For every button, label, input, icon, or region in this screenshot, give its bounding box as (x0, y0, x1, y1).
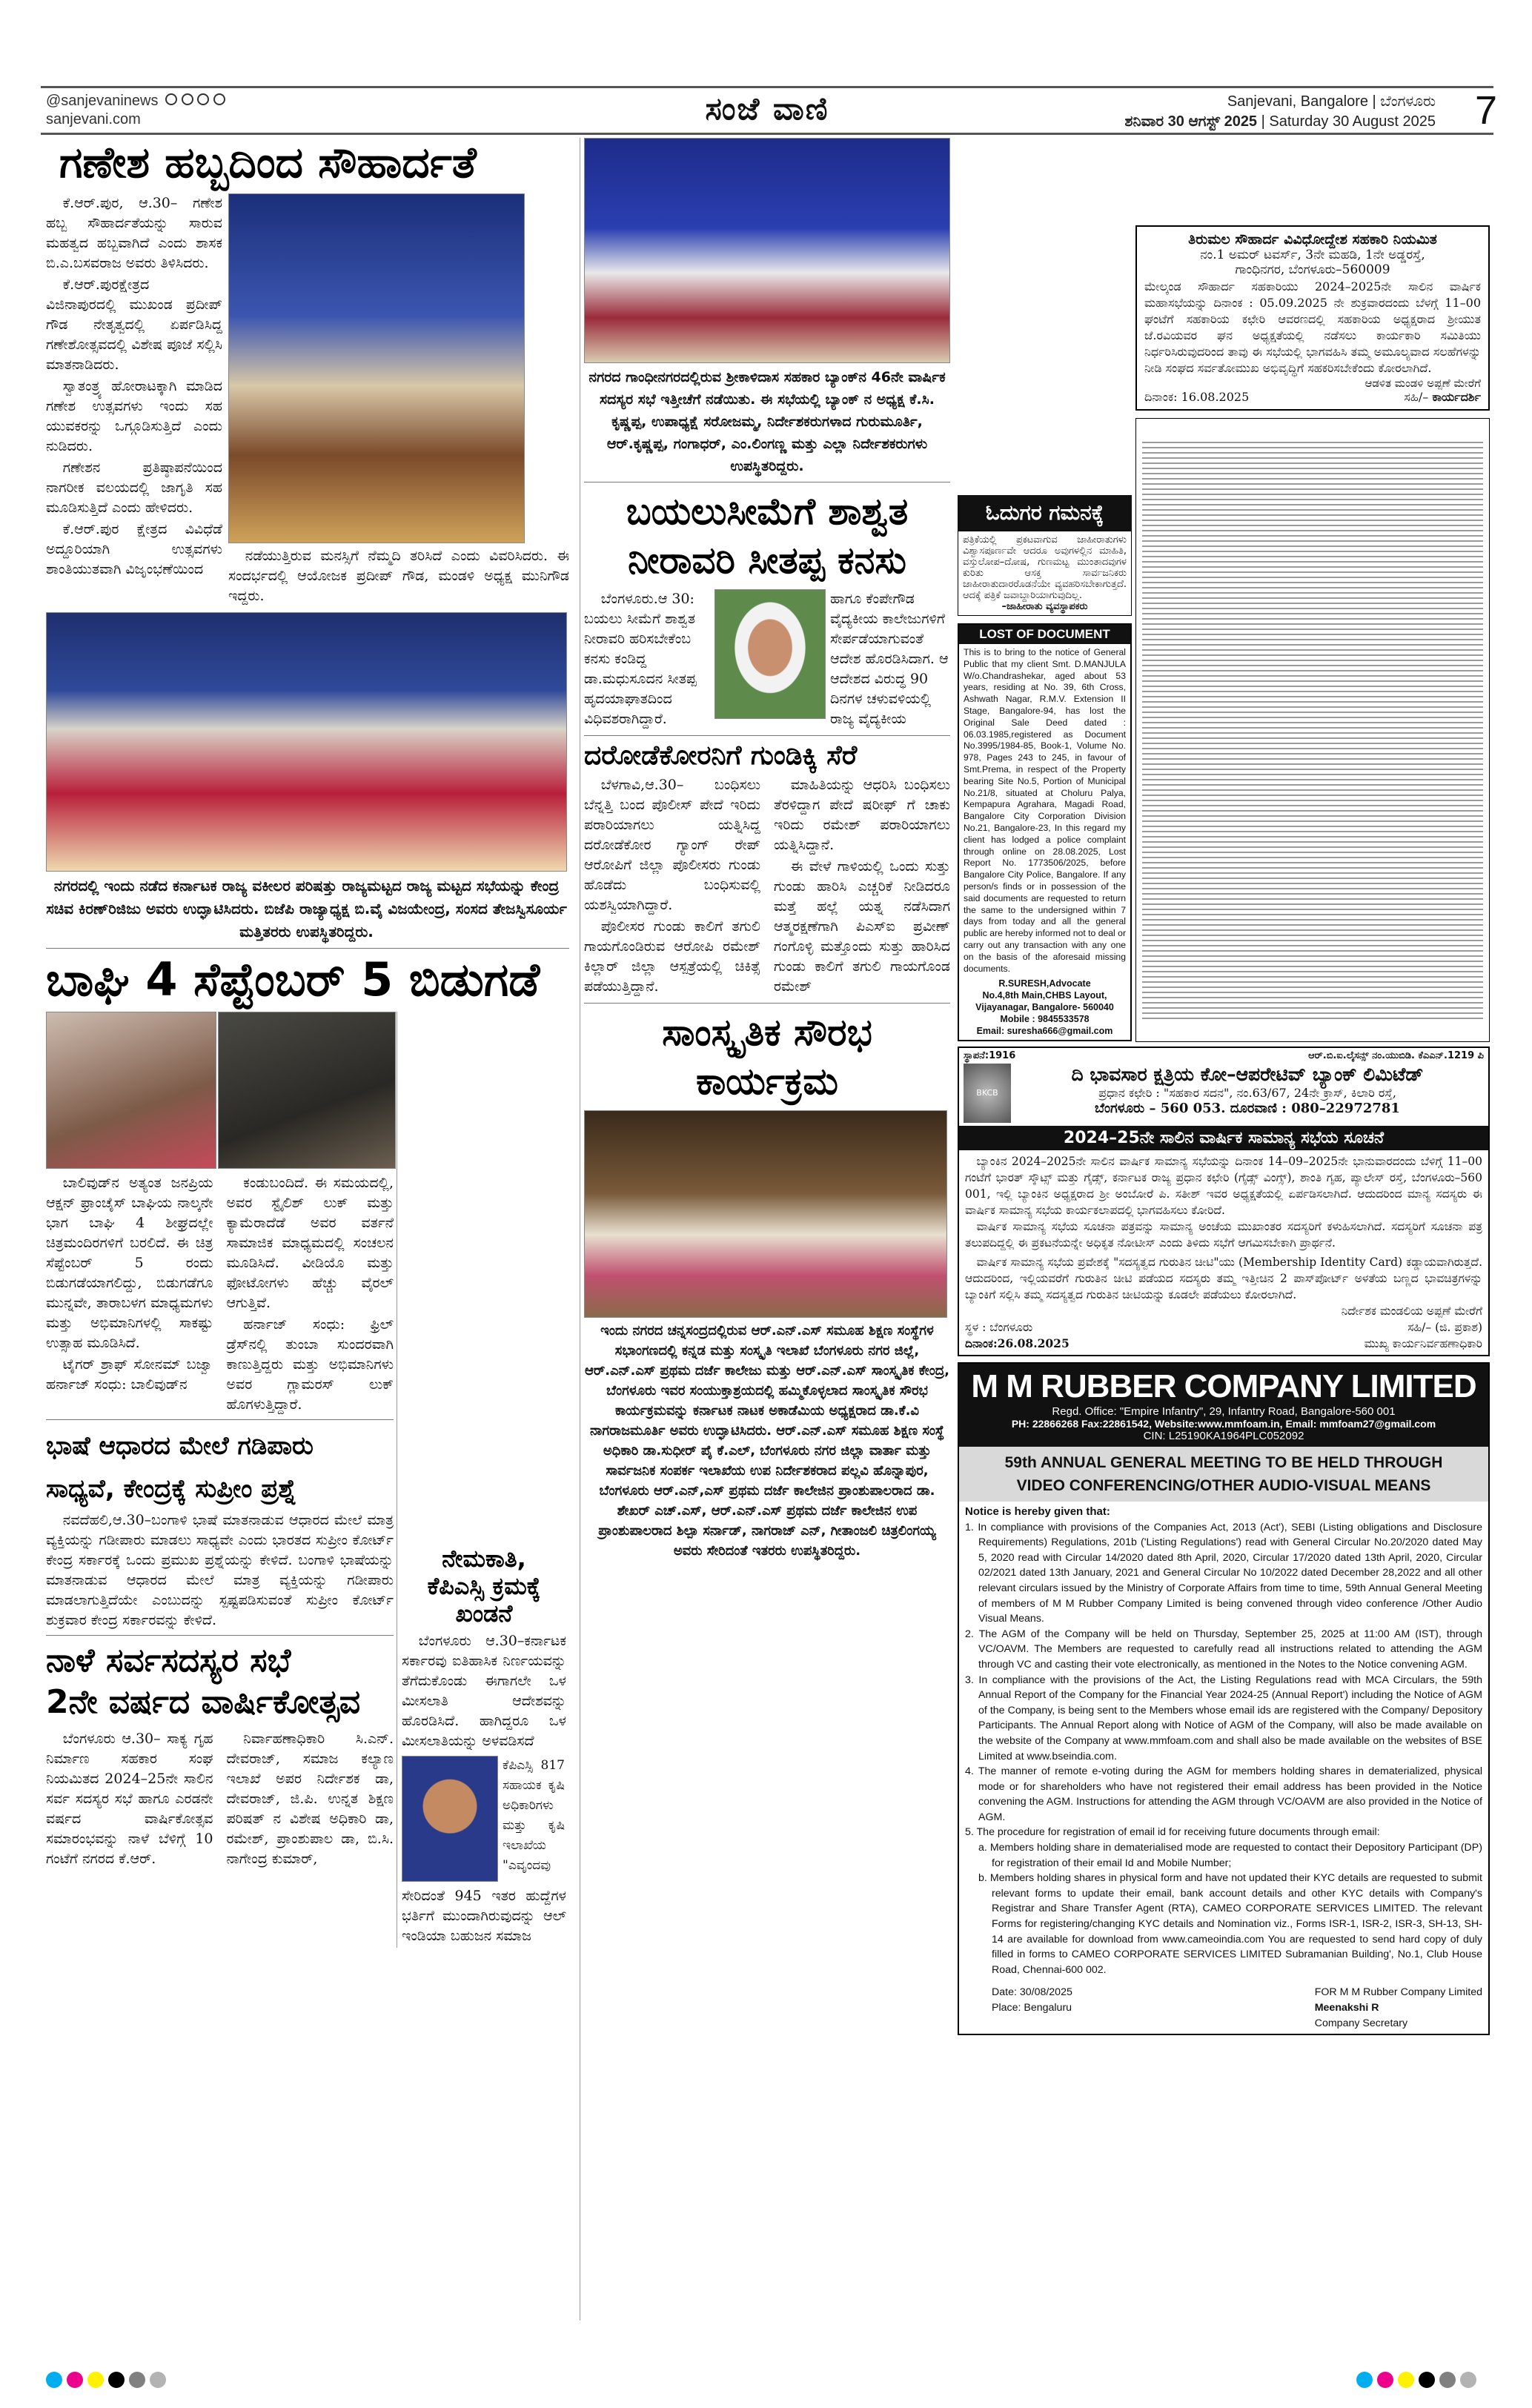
paragraph: ಈ ವೇಳೆ ಗಾಳಿಯಲ್ಲಿ ಒಂದು ಸುತ್ತು ಗುಂಡು ಹಾರಿಸಿ ಎಚ್ಚರಿಕೆ ನೀಡಿದರೂ ಮತ್ತೆ ಹಲ್ಲೆ ಯತ್ನ ನಡೆಸಿದಾಗ ಆತ್ಮರಕ್ಷಣೆಗಾಗಿ ಪಿಎಸ್‌ಐ ಪ್ರವೀಣ್ ಗಂಗೊಳ್ಳಿ ಮತ್ತೊಂದು ಸುತ್ತು ಹಾರಿಸಿದ ಗುಂಡು ಕಾಲಿಗೆ ತಗುಲಿ ಗಾಯಗೊಂಡ ರಮೇಶ್ (774, 858, 950, 995)
paragraph: ಕೆ.ಆರ್.ಪುರ, ಆ.30– ಗಣೇಶ ಹಬ್ಬ ಸೌಹಾರ್ದತೆಯನ್ನು ಸಾರುವ ಮಹತ್ವದ ಹಬ್ಬವಾಗಿದೆ ಎಂದು ಶಾಸಕ ಬಿ.ಎ.ಬಸವರಾಜ ಅವರು ತಿಳಿಸಿದರು. (46, 194, 222, 271)
bank-notice-designation: ಮುಖ್ಯ ಕಾರ್ಯನಿರ್ವಹಣಾಧಿಕಾರಿ (1364, 1337, 1482, 1350)
advocate-address: Vijayanagar, Bangalore- 560040 (975, 1002, 1114, 1013)
cyan-dot (1356, 2372, 1373, 2388)
kpsc-article-lead (402, 1631, 566, 1751)
left-column (46, 138, 569, 1948)
black-dot (1419, 2372, 1435, 2388)
registration-marks-left (46, 2372, 170, 2391)
paragraph: ವಾರ್ಷಿಕ ಸಾಮಾನ್ಯ ಸಭೆಯ ಪ್ರವೇಶಕ್ಕೆ "ಸದಸ್ಯತ್ವದ ಗುರುತಿನ ಚೀಟಿ"ಯು (Membership Identity Card) ಕಡ್ಡಾಯವಾಗಿರುತ್ತದೆ. ಆದುದರಿಂದ, ಇಲ್ಲಿಯವರೆಗೆ ಗುರುತಿನ ಚೀಟಿ ಪಡೆಯದ ಸದಸ್ಯರು ತಮ್ಮ ಇತ್ತೀಚಿನ 2 ಪಾಸ್‌ಪೋರ್ಟ್ ಅಳತೆಯ ಬಣ್ಣದ ಭಾವಚಿತ್ರಗಳನ್ನು ಬ್ಯಾಂಕಿಗೆ ಸಲ್ಲಿಸಿ ತಮ್ಮ ಸದಸ್ಯತ್ವದ ಗುರುತಿನ ಚೀಟಿಯನ್ನು ಕೂಡಲೇ ಪಡೆಯಲು ಕೋರಲಾಗಿದೆ. (965, 1256, 1482, 1301)
paragraph: ಸ್ವಾತಂತ್ರ್ಯ ಹೋರಾಟಕ್ಕಾಗಿ ಮಾಡಿದ ಗಣೇಶ ಉತ್ಸವಗಳು ಇಂದು ಸಹ ಯುವಕರನ್ನು ಒಗ್ಗೂಡಿಸುತ್ತಿದೆ ಎಂದು ನುಡಿದರು. (46, 377, 222, 454)
advocate-email[interactable]: Email: suresha666@gmail.com (976, 1026, 1113, 1037)
bank-address: ಬೆಂಗಳೂರು – 560 053. ದೂರವಾಣಿ : 080–22972781 (1095, 1101, 1400, 1116)
paragraph: ಮಾಹಿತಿಯನ್ನು ಆಧರಿಸಿ ಬಂಧಿಸಲು ತೆರಳಿದ್ದಾಗ ಪೇದೆ ಷರೀಫ್ ಗೆ ಚಾಕು ಇರಿದು ರಮೇಶ್ ಪರಾರಿಯಾಗಲು ಯತ್ನಿಸಿದ್ದಾನೆ. (774, 777, 950, 854)
notice-signed: ಸಹಿ/– (1404, 390, 1429, 404)
agm-housing-article-body (46, 1729, 394, 1871)
date-kannada: ಶನಿವಾರ 30 ಆಗಸ್ಟ್ 2025 (1124, 113, 1258, 130)
readers-note-title: ಓದುಗರ ಗಮನಕ್ಕೆ (958, 495, 1132, 531)
cyan-dot (46, 2372, 62, 2388)
right-column (958, 225, 1490, 2035)
gray-dot (129, 2372, 145, 2388)
thirumala-agm-notice (1135, 225, 1490, 411)
notice-title: ತಿರುಮಲ ಸೌಹಾರ್ದ ವಿವಿಧೋದ್ದೇಶ ಸಹಕಾರಿ ನಿಯಮಿತ (1188, 231, 1437, 248)
paragraph: ನವದೆಹಲಿ,ಆ.30–ಬಂಗಾಳಿ ಭಾಷೆ ಮಾತನಾಡುವ ಆಧಾರದ ಮೇಲೆ ಮಾತ್ರ ವ್ಯಕ್ತಿಯನ್ನು ಗಡೀಪಾರು ಮಾಡಲು ಸಾಧ್ಯವೇ ಎಂದು ಭಾರತದ ಸುಪ್ರೀಂ ಕೋರ್ಟ್ ಕೇಂದ್ರ ಸರ್ಕಾರಕ್ಕೆ ಒಂದು ಪ್ರಮುಖ ಪ್ರಶ್ನೆಯನ್ನು ಕೇಳಿದೆ. ಬಂಗಾಳಿ ಭಾಷೆಯನ್ನು ಮಾತನಾಡುವ ಆಧಾರದ ಮೇಲೆ ಮಾತ್ರ ವ್ಯಕ್ತಿಯನ್ನು ಗಡೀಪಾರು ಮಾಡಲಾಗುತ್ತಿದೆಯೇ ಎಂಬುದನ್ನು ಸ್ಪಷ್ಟಪಡಿಸುವಂತೆ ಸುಪ್ರೀಂ ಕೋರ್ಟ್ ಶುಕ್ರವಾರ ಕೇಂದ್ರ ಸರ್ಕಾರವನ್ನು ಕೇಳಿದೆ. (46, 1511, 394, 1628)
cultural-event-photo (584, 1110, 947, 1318)
agm-housing-headline (46, 1640, 394, 1723)
notice-sub-item: a. Members holding share in dematerialised mode are requested to contact their Depository Participant (DP) for registration of their email Id and Mobile Number; (978, 1842, 1482, 1869)
bank-notice-signed: ಸಹಿ/– (ಜಿ. ಪ್ರಕಾಶ) (1407, 1321, 1482, 1334)
notice-item: 3. In compliance with the provisions of the Act, the Listing Regulations read with MCA Circulars, the 59th Annual Report of the Company for the Financial Year 2024-25 (Annual Report') including the Notice of AGM of the Company, is being sent to the Members whose email ids are registered with the Company/ Depository Participants. The Annual Report along with Notice of AGM of the Company, will also be made available on the website of the Company at www.mmfoam.com and shall also be made available on the websites of BSE Limited at www.bseindia.com. (965, 1674, 1482, 1762)
paragraph: ಹರ್ನಾಜ್ ಸಂಧು: ಫ್ರಿಲ್ ಡ್ರೆಸ್‌ನಲ್ಲಿ ತುಂಬಾ ಸುಂದರವಾಗಿ ಕಾಣುತ್ತಿದ್ದರು ಮತ್ತು ಅಭಿಮಾನಿಗಳು ಅವರ ಗ್ಲಾಮರಸ್ ಲುಕ್ ಹೊಗಳುತ್ತಿದ್ದಾರೆ. (226, 1316, 394, 1413)
notice-body: ಮೇಲ್ಕಂಡ ಸೌಹಾರ್ದ ಸಹಕಾರಿಯು 2024–2025ನೇ ಸಾಲಿನ ವಾರ್ಷಿಕ ಮಹಾಸಭೆಯನ್ನು ದಿನಾಂಕ : 05.09.2025 ನೇ ಶುಕ್ರವಾರದಂದು ಬೆಳಗ್ಗೆ 11–00 ಘಂಟೆಗೆ ಸಹಕಾರಿಯ ಕಛೇರಿ ಆವರಣದಲ್ಲಿ ಸಹಕಾರಿಯ ಅಧ್ಯಕ್ಷರಾದ ಶ್ರೀಯುತ ಜೆ.ರವಿಯವರ ಘನ ಅಧ್ಯಕ್ಷತೆಯಲ್ಲಿ ನಡೆಸಲು ಕಾರ್ಯಕಾರಿ ಸಮಿತಿಯು ನಿರ್ಧರಿಸಿರುವುದರಿಂದ ತಾವು ಈ ಸಭೆಯಲ್ಲಿ ಭಾಗವಹಿಸಿ ತಮ್ಮ ಅಮೂಲ್ಯವಾದ ಸಲಹೆಗಳನ್ನು ನೀಡಿ ಸಂಘದ ಸರ್ವತೋಮುಖ ಅಭಿವೃದ್ಧಿಗೆ ಸಹಕರಿಸಬೇಕೆಂದು ಕೋರಲಾಗಿದೆ. (1144, 279, 1481, 375)
notice-item: 5. The procedure for registration of email id for receiving future documents through email: (965, 1826, 1380, 1839)
seetappa-article-body (830, 589, 950, 731)
paragraph: ಸೇರಿದಂತೆ 945 ಇತರ ಹುದ್ದೆಗಳ ಭರ್ತಿಗೆ ಮುಂದಾಗಿರುವುದನ್ನು ಆಲ್ ಇಂಡಿಯಾ ಬಹುಜನ ಸಮಾಜ (402, 1888, 566, 1945)
lightgray-dot (1460, 2372, 1476, 2388)
paragraph: ಬೆಂಗಳೂರು ಆ.30–ಕರ್ನಾಟಕ ಸರ್ಕಾರವು ಐತಿಹಾಸಿಕ ನಿರ್ಣಯವನ್ನು ತೆಗೆದುಕೊಂಡು ಈಗಾಗಲೇ ಒಳ ಮೀಸಲಾತಿ ಆದೇಶವನ್ನು ಹೊರಡಿಸಿದೆ. ಹಾಗಿದ್ದರೂ ಒಳ ಮೀಸಲಾತಿಯನ್ನು ಅಳವಡಿಸದೆ (402, 1633, 566, 1750)
lost-document-notice (958, 623, 1132, 1041)
headline-line: ನೇಮಕಾತಿ, (442, 1544, 526, 1573)
bank-address: ಪ್ರಧಾನ ಕಛೇರಿ : "ಸಹಕಾರ ಸದನ", ನಂ.63/67, 24ನೇ ಕ್ರಾಸ್, ಕಿಲಾರಿ ರಸ್ತೆ, (1098, 1086, 1396, 1100)
header-bottom-rule (41, 133, 1493, 135)
paragraph: ಟೈಗರ್ ಶ್ರಾಫ್ ಸೋನಮ್ ಬಜ್ವಾ ಹರ್ನಾಜ್ ಸಂಧು: ಬಾಲಿವುಡ್‌ನ (46, 1356, 213, 1393)
company-name: M M RUBBER COMPANY LIMITED (971, 1368, 1476, 1404)
notice-order: ಆಡಳಿತ ಮಂಡಳಿ ಅಪ್ಪಣೆ ಮೇರೆಗೆ (1364, 377, 1481, 390)
notice-designation: ಕಾರ್ಯದರ್ಶಿ (1432, 390, 1481, 404)
legal-notice-fineprint (1135, 418, 1490, 1042)
baaghi-headline: ಬಾಘಿ 4 ಸೆಪ್ಟೆಂಬರ್ 5 ಬಿಡುಗಡೆ (46, 952, 540, 1006)
date-line (1125, 113, 1436, 130)
lightgray-dot (150, 2372, 166, 2388)
edition: Sanjevani, Bangalore | (1227, 93, 1376, 110)
website-link[interactable]: sanjevani.com (46, 111, 141, 127)
divider (46, 1635, 394, 1636)
instagram-icon[interactable] (182, 93, 193, 105)
header-top-rule (41, 86, 1493, 88)
social-handle: @sanjevaninews (46, 93, 159, 109)
readers-note-body: ಪತ್ರಿಕೆಯಲ್ಲಿ ಪ್ರಕಟವಾಗುವ ಜಾಹೀರಾತುಗಳು ವಿಶ್ವಾಸಪೂರ್ಣವೇ ಆದರೂ ಅವುಗಳಲ್ಲಿನ ಮಾಹಿತಿ, ವಸ್ತುಲೋಪ–ದೋಷ, ಗುಣಮಟ್ಟ ಮುಂತಾದವುಗಳ ಕುರಿತು ಆಸಕ್ತ ಸಾರ್ವಜನಿಕರು ಜಾಹೀರಾತುದಾರರೊಡನೆಯೇ ವ್ಯವಹರಿಸಬೇಕಾಗುತ್ತದೆ. ಆದಕ್ಕೆ ಪತ್ರಿಕೆ ಜವಾಬ್ದಾರಿಯಾಗುವುದಿಲ್ಲ. (963, 534, 1127, 601)
notice-address: ನಂ.1 ಅಮರ್ ಟವರ್ಸ್, 3ನೇ ಮಹಡಿ, 1ನೇ ಅಡ್ಡರಸ್ತೆ, (1200, 248, 1425, 262)
paragraph: ಬಾಲಿವುಡ್‌ನ ಅತ್ಯಂತ ಜನಪ್ರಿಯ ಆಕ್ಷನ್ ಫ್ರಾಂಚೈಸ್ ಬಾಘಿಯ ನಾಲ್ಕನೇ ಭಾಗ ಬಾಘಿ 4 ಶೀಘ್ರದಲ್ಲೇ ಚಿತ್ರಮಂದಿರಗಳಿಗೆ ಬರಲಿದೆ. ಈ ಚಿತ್ರ ಸೆಪ್ಟೆಂಬರ್ 5 ರಂದು ಬಿಡುಗಡೆಯಾಗಲಿದ್ದು, ಬಿಡುಗಡೆಗೂ ಮುನ್ನವೇ, ತಾರಾಬಳಗ ಮಾಧ್ಯಮಗಳು ಮತ್ತು ಅಭಿಮಾನಿಗಳಲ್ಲಿ ಸಾಕಷ್ಟು ಉತ್ಸಾಹ ಮೂಡಿಸಿದೆ. (46, 1174, 213, 1351)
divider (46, 1419, 394, 1420)
paragraph: ಬೆಂಗಳೂರು.ಆ 30: ಬಯಲು ಸೀಮೆಗೆ ಶಾಶ್ವತ ನೀರಾವರಿ ಹರಿಸಬೇಕೆಂಬ ಕನಸು ಕಂಡಿದ್ದ ಡಾ.ಮಧುಸೂದನ ಸೀತಪ್ಪ ಹೃದಯಾಘಾತದಿಂದ ವಿಧಿವಶರಾಗಿದ್ದಾರೆ. (584, 591, 697, 727)
kpsc-article-body (503, 1756, 565, 1882)
magenta-dot (67, 2372, 83, 2388)
middle-column (584, 138, 950, 1561)
paragraph: ಬೆಂಗಳೂರು ಆ.30– ಸಾಕ್ಯ ಗೃಹ ನಿರ್ಮಾಣ ಸಹಕಾರ ಸಂಘ ನಿಯಮಿತದ 2024–25ನೇ ಸಾಲಿನ ಸರ್ವ ಸದಸ್ಯರ ಸಭೆ ಹಾಗೂ ಎರಡನೇ ವರ್ಷದ ವಾರ್ಷಿಕೋತ್ಸವ ಸಮಾರಂಭವನ್ನು ನಾಳೆ ಬೆಳಿಗ್ಗೆ 10 ಗಂಟೆಗೆ ನಗರದ ಕೆ.ಆರ್. (46, 1730, 213, 1867)
cultural-headline (584, 1008, 950, 1106)
kpsc-headline (402, 1545, 566, 1627)
headline-line: ಭಾಷೆ ಆಧಾರದ ಮೇಲೆ ಗಡಿಪಾರು (46, 1430, 314, 1461)
date-english: | Saturday 30 August 2025 (1261, 113, 1436, 130)
advocate-mobile: Mobile : 9845533578 (1000, 1014, 1090, 1025)
facebook-icon[interactable] (165, 93, 177, 105)
seetappa-portrait-photo (714, 589, 826, 719)
registration-marks-right (1356, 2372, 1481, 2391)
paragraph: ಗಣೇಶನ ಪ್ರತಿಷ್ಠಾಪನೆಯಿಂದ ನಾಗರೀಕ ವಲಯದಲ್ಲಿ ಜಾಗೃತಿ ಸಹ ಮೂಡಿಸುತ್ತಿದೆ ಎಂದು ಹೇಳಿದರು. (46, 459, 222, 516)
notice-date: Date: 30/08/2025 (992, 1986, 1072, 1999)
bank-established: ಸ್ಥಾಪನೆ:1916 (964, 1050, 1016, 1061)
paragraph: ನಡೆಯುತ್ತಿರುವ ಮನಸ್ಸಿಗೆ ನೆಮ್ಮದಿ ತರಿಸಿದೆ ಎಂದು ವಿವರಿಸಿದರು. ಈ ಸಂದರ್ಭದಲ್ಲಿ ಆಯೋಜಕ ಪ್ರದೀಪ್ ಗೌಡ, ಮಂಡಳಿ ಅಧ್ಯಕ್ಷ ಮುನಿಗೌಡ ಇದ್ದರು. (228, 547, 569, 604)
notice-address: ಗಾಂಧಿನಗರ, ಬೆಂಗಳೂರು–560009 (1235, 262, 1390, 277)
edition-city: ಬೆಂಗಳೂರು (1380, 93, 1436, 110)
notice-sub-item: b. Members holding shares in physical form and have not updated their KYC details are requested to submit relevant forms to update their email, bank account details and other KYC details with Company's Registrar and Share Transfer Agent (RTA), CAMEO CORPORATE SERVICES LIMITED. The relevant Forms for registering/changing KYC details and Nomination viz., Forms ISR-1, ISR-2, ISR-3, SH-13, SH-14 are available for download from www.cameoindia.com You are requested to send hard copy of duly filled in forms to CAMEO CORPORATE SERVICES LIMITED Subramanian Building', No.1, Club House Road, Chennai-600 002. (978, 1872, 1482, 1976)
company-contact: PH: 22866268 Fax:22861542, Website:www.mmfoam.in, Email: mmfoam27@gmail.com (1011, 1418, 1436, 1430)
ganesha-headline: ಗಣೇಶ ಹಬ್ಬದಿಂದ ಸೌಹಾರ್ದತೆ (59, 137, 477, 188)
paragraph: ಕಂಡುಬಂದಿದೆ. ಈ ಸಮಯದಲ್ಲಿ, ಅವರ ಸ್ಟೈಲಿಶ್ ಲುಕ್ ಮತ್ತು ಕ್ಯಾಮೆರಾದೆಡೆ ಅವರ ವರ್ತನೆ ಸಾಮಾಜಿಕ ಮಾಧ್ಯಮದಲ್ಲಿ ಸಂಚಲನ ಮೂಡಿಸಿದೆ. ವೀಡಿಯೊ ಮತ್ತು ಫೋಟೋಗಳು ಹೆಚ್ಚು ವೈರಲ್ ಆಗುತ್ತಿವೆ. (226, 1174, 394, 1311)
magenta-dot (1377, 2372, 1393, 2388)
kpsc-article-body (402, 1886, 566, 1946)
headline-line: ನೀರಾವರಿ ಸೀತಪ್ಪ ಕನಸು (628, 539, 906, 582)
paragraph: ಹಾಗೂ ಕೆಂಪೇಗೌಡ ವೈದ್ಯಕೀಯ ಕಾಲೇಜುಗಳಿಗೆ ಸೇರ್ಪಡೆಯಾಗುವಂತೆ ಆದೇಶ ಹೊರಡಿಸಿದಾಗ. ಆ ಆದೇಶದ ವಿರುದ್ಧ 90 ದಿನಗಳ ಚಳುವಳಿಯಲ್ಲಿ ರಾಜ್ಯ ವೈದ್ಯಕೀಯ (830, 591, 949, 727)
company-cin: CIN: L25190KA1964PLC052092 (1143, 1430, 1304, 1442)
yellow-dot (1398, 2372, 1414, 2388)
for-company: FOR M M Rubber Company Limited (1314, 1986, 1482, 1999)
social-handle-row (46, 93, 225, 110)
kpsc-sidebar (397, 1012, 566, 1948)
paragraph: ಪೊಲೀಸರ ಗುಂಡು ಕಾಲಿಗೆ ತಗುಲಿ ಗಾಯಗೊಂಡಿರುವ ಆರೋಪಿ ರಮೇಶ್ ಕಿಲ್ಲಾರ್ ಜಿಲ್ಲಾ ಆಸ್ಪತ್ರೆಯಲ್ಲಿ ಚಿಕಿತ್ಸೆ ಪಡೆಯುತ್ತಿದ್ದಾನೆ. (584, 918, 760, 995)
notice-intro: Notice is hereby given that: (965, 1505, 1110, 1518)
paragraph: ಬೆಳಗಾವಿ,ಆ.30– ಬಂಧಿಸಲು ಬೆನ್ನತ್ತಿ ಬಂದ ಪೊಲೀಸ್ ಪೇದೆ ಇರಿದು ಪರಾರಿಯಾಗಲು ಯತ್ನಿಸಿದ್ದ ದರೋಡೆಕೋರ ಗ್ಯಾಂಗ್ ರೇಪ್ ಆರೋಪಿಗೆ ಜಿಲ್ಲಾ ಪೊಲೀಸರು ಗುಂಡು ಹೊಡೆದು ಬಂಧಿಸುವಲ್ಲಿ ಯಶಸ್ವಿಯಾಗಿದ್ದಾರೆ. (584, 777, 760, 914)
headline-line: ಕೆಪಿಎಸ್ಸಿ ಕ್ರಮಕ್ಕೆ (427, 1571, 541, 1600)
gray-dot (1439, 2372, 1456, 2388)
robber-headline: ದರೋಡೆಕೋರನಿಗೆ ಗುಂಡಿಕ್ಕಿ ಸೆರೆ (584, 740, 858, 771)
baaghi-cast-photo (46, 1012, 216, 1169)
baaghi-poster-photo (218, 1012, 396, 1169)
bank-notice-order: ನಿರ್ದೇಶಕ ಮಂಡಲಿಯ ಅಪ್ಪಣೆ ಮೇರೆಗೆ (1341, 1304, 1482, 1318)
divider (46, 948, 569, 949)
seetappa-headline (584, 487, 950, 585)
agm-title: VIDEO CONFERENCING/OTHER AUDIO-VISUAL MEANS (1016, 1477, 1431, 1494)
headline-line: ಕಾರ್ಯಕ್ರಮ (696, 1060, 838, 1104)
advocate-address: No.4,8th Main,CHBS Layout, (982, 990, 1107, 1001)
notice-place: Place: Bengaluru (992, 2002, 1072, 2014)
twitter-icon[interactable] (213, 93, 225, 105)
readers-note-box (958, 531, 1132, 616)
masthead-logo: ಸಂಜೆ ವಾಣಿ (705, 90, 829, 127)
advocate-name: R.SURESH,Advocate (998, 978, 1091, 989)
company-office: Regd. Office: "Empire Infantry", 29, Infantry Road, Bangalore-560 001 (1052, 1405, 1396, 1418)
paragraph: ಕೆ.ಆರ್.ಪುರಕ್ಷೇತ್ರದ ವಿಜಿನಾಪುರದಲ್ಲಿ ಮುಖಂಡ ಪ್ರದೀಪ್ ಗೌಡ ನೇತೃತ್ವದಲ್ಲಿ ಏರ್ಪಡಿಸಿದ್ದ ಗಣೇಶೋತ್ಸವದಲ್ಲಿ ವಿಶೇಷ ಪೂಜೆ ಸಲ್ಲಿಸಿ ಮಾತನಾಡಿದರು. (46, 276, 222, 373)
robber-article-body (584, 775, 950, 998)
bank-logo: BKCB (964, 1064, 1011, 1123)
bar-council-caption: ನಗರದಲ್ಲಿ ಇಂದು ನಡೆದ ಕರ್ನಾಟಕ ರಾಜ್ಯ ವಕೀಲರ ಪರಿಷತ್ತು ರಾಜ್ಯಮಟ್ಟದ ರಾಜ್ಯ ಮಟ್ಟದ ಸಭೆಯನ್ನು ಕೇಂದ್ರ ಸಚಿವ ಕಿರಣ್‌ರಿಜಿಜು ಅವರು ಉದ್ಘಾಟಿಸಿದರು. ಬಿಜೆಪಿ ರಾಜ್ಯಾಧ್ಯಕ್ಷ ಬಿ.ವೈ ವಿಜಯೇಂದ್ರ, ಸಂಸದ ತೇಜಸ್ವಿಸೂರ್ಯ ಮತ್ತಿತರರು ಉಪಸ್ಥಿತರಿದ್ದರು. (46, 876, 567, 941)
signatory-designation: Company Secretary (1314, 2017, 1408, 2029)
notice-date: ದಿನಾಂಕ: 16.08.2025 (1144, 390, 1250, 404)
black-dot (108, 2372, 125, 2388)
seetappa-article-body (584, 589, 710, 731)
deport-article-body (46, 1510, 394, 1631)
headline-line: ಸಾಂಸ್ಕೃತಿಕ ಸೌರಭ (662, 1011, 872, 1055)
bar-council-event-photo (46, 612, 567, 872)
youtube-icon[interactable] (197, 93, 209, 105)
paragraph: ಬ್ಯಾಂಕಿನ 2024–2025ನೇ ಸಾಲಿನ ವಾರ್ಷಿಕ ಸಾಮಾನ್ಯ ಸಭೆಯನ್ನು ದಿನಾಂಕ 14–09–2025ನೇ ಭಾನುವಾರದಂದು ಬೆಳಿಗ್ಗೆ 11–00 ಗಂಟೆಗೆ ಭಾರತ್ ಸ್ಕೌಟ್ಸ್ ಮತ್ತು ಗೈಡ್ಸ್, ಕರ್ನಾಟಕ ರಾಜ್ಯ ಪ್ರಧಾನ ಕಛೇರಿ (ಗೈಡ್ಸ್ ವಿಂಗ್ಸ್), ಶಾಂತಿ ಗೃಹ, ಪ್ಯಾಲೇಸ್ ರಸ್ತೆ, ಬೆಂಗಳೂರು–560 001, ಇಲ್ಲಿ ಬ್ಯಾಂಕಿನ ಅಧ್ಯಕ್ಷರಾದ ಶ್ರೀ ಅಂಬೋರೆ ಪಿ. ಸತೀಶ್ ಇವರ ಅಧ್ಯಕ್ಷತೆಯಲ್ಲಿ ಏರ್ಪಡಿಸಲಾಗಿದೆ. ಆದುದರಿಂದ ಮಾನ್ಯ ಸದಸ್ಯರು ಈ ವಾರ್ಷಿಕ ಸಾಮಾನ್ಯ ಸಭೆಯ ಕಾರ್ಯಕಲಾಪದಲ್ಲಿ ಭಾಗವಹಿಸಲು ಕೋರಿದೆ. (965, 1155, 1482, 1217)
paragraph: ಕೆ.ಆರ್.ಪುರ ಕ್ಷೇತ್ರದ ವಿವಿಧೆಡೆ ಅದ್ದೂರಿಯಾಗಿ ಉತ್ಸವಗಳು ಶಾಂತಿಯುತವಾಗಿ ವಿಜೃಂಭಣೆಯಿಂದ (46, 520, 222, 577)
readers-note-signature: –ಜಾಹೀರಾತು ವ್ಯವಸ್ಥಾಪಕರು (1001, 601, 1088, 612)
paragraph: ನಿರ್ವಾಹಣಾಧಿಕಾರಿ ಸಿ.ಎನ್. ದೇವರಾಜ್, ಸಮಾಜ ಕಲ್ಯಾಣ ಇಲಾಖೆ ಅಪರ ನಿರ್ದೇಶಕ ಡಾ, ದೇವರಾಜ್, ಜಿ.ಪಿ. ಉನ್ನತ ಶಿಕ್ಷಣ ಪರಿಷತ್ ನ ವಿಶೇಷ ಅಧಿಕಾರಿ ಡಾ, ರಮೇಶ್, ಪ್ರಾಂಶುಪಾಲ ಡಾ, ಬಿ.ಸಿ. ನಾಗೇಂದ್ರ ಕುಮಾರ್, (226, 1730, 394, 1867)
headline-line: ಸಾಧ್ಯವೆ, ಕೇಂದ್ರಕ್ಕೆ ಸುಪ್ರೀಂ ಪ್ರಶ್ನೆ (46, 1473, 297, 1504)
notice-item: 2. The AGM of the Company will be held on Thursday, September 25, 2025 at 11:00 AM (IST), through VC/OAVM. The Members are requested to carefully read all instructions related to attending the AGM through VC and casting their vote electronically, as mentioned in the Notes to the Notice convening AGM. (965, 1628, 1482, 1671)
lost-document-title: LOST OF DOCUMENT (959, 625, 1130, 644)
bank-license: ಆರ್.ಬಿ.ಐ.ಲೈಸನ್ಸ್ ನಂ.ಯುಬಿಡಿ. ಕೆಎಎನ್.1219 ಪಿ (1308, 1050, 1484, 1061)
lost-document-body: This is to bring to the notice of General Public that my client Smt. D.MANJULA W/o.Chandrashekar, aged about 53 years, residing at No. 39, 6th Cross, Ashwath Nagar, R.M.V. Extension II Stage, Bangalore-94, has lost the Original Sale Deed dated : 06.03.1985,registered as Document No.3995/1984-85, Book-1, Volume No. 978, Pages 243 to 245, in favour of Smt.Prema, in respect of the Property bearing Site No.5, Portion of Municipal No.21/8, situated at Choluru Palya, Kempapura Agrahara, Magadi Road, Bangalore City Corporation Division No.21, Bangalore-23, In this regard my client has lodged a police complaint through online on 28.08.2025, Lost Report No. 1773506/2025, before Bangalore City Police, Bangalore. If any person/s finds or in possession of the said documents are requested to return the same to the undersigned within 7 days from today and all the general public are hereby informed not to deal or carry out any transaction with any one on the basis of the aforesaid missing documents. (964, 647, 1126, 974)
bank-meeting-caption: ನಗರದ ಗಾಂಧೀನಗರದಲ್ಲಿರುವ ಶ್ರೀಕಾಳಿದಾಸ ಸಹಕಾರ ಬ್ಯಾಂಕ್‌ನ 46ನೇ ವಾರ್ಷಿಕ ಸದಸ್ಯರ ಸಭೆ ಇತ್ತೀಚೆಗೆ ನಡೆಯಿತು. ಈ ಸಭೆಯಲ್ಲಿ ಬ್ಯಾಂಕ್ ನ ಅಧ್ಯಕ್ಷ ಕೆ.ಸಿ. ಕೃಷ್ಣಪ್ಪ, ಉಪಾಧ್ಯಕ್ಷೆ ಸರೋಜಮ್ಮ, ನಿರ್ದೇಶಕರುಗಳಾದ ಗುರುಮೂರ್ತಿ, ಆರ್.ಕೃಷ್ಣಪ್ಪ, ಗಂಗಾಧರ್, ಎಂ.ಲಿಂಗಣ್ಣ ಮತ್ತು ಎಲ್ಲಾ ನಿರ್ದೇಶಕರುಗಳು ಉಪಸ್ಥಿತರಿದ್ದರು. (588, 369, 946, 474)
bank-notice-banner: 2024–25ನೇ ಸಾಲಿನ ವಾರ್ಷಿಕ ಸಾಮಾನ್ಯ ಸಭೆಯ ಸೂಚನೆ (959, 1126, 1488, 1150)
page-number: 7 (1475, 88, 1498, 133)
baaghi-article-body (46, 1173, 394, 1415)
headline-line: 2ನೇ ವರ್ಷದ ವಾರ್ಷಿಕೋತ್ಸವ (46, 1682, 361, 1721)
cultural-caption: ಇಂದು ನಗರದ ಚನ್ನಸಂದ್ರದಲ್ಲಿರುವ ಆರ್.ಎನ್.ಎಸ್ ಸಮೂಹ ಶಿಕ್ಷಣ ಸಂಸ್ಥೆಗಳ ಸಭಾಂಗಣದಲ್ಲಿ ಕನ್ನಡ ಮತ್ತು ಸಂಸ್ಕೃತಿ ಇಲಾಖೆ ಬೆಂಗಳೂರು ನಗರ ಜಿಲ್ಲೆ, ಆರ್.ಎನ್.ಎಸ್ ಪ್ರಥಮ ದರ್ಜೆ ಕಾಲೇಜು ಮತ್ತು ಆರ್.ಎನ್.ಎಸ್ ಸಾಂಸ್ಕೃತಿಕ ಕೇಂದ್ರ, ಬೆಂಗಳೂರು ಇವರ ಸಂಯುಕ್ತಾಶ್ರಯದಲ್ಲಿ ಹಮ್ಮಿಕೊಳ್ಳಲಾದ ಸಾಂಸ್ಕೃತಿಕ ಸೌರಭ ಕಾರ್ಯಕ್ರಮವನ್ನು ಕರ್ನಾಟಕ ನಾಟಕ ಅಕಾಡೆಮಿಯ ಅಧ್ಯಕ್ಷರಾದ ಡಾ.ಕೆ.ವಿ ನಾಗರಾಜಮೂರ್ತಿ ಅವರು ಉದ್ಘಾಟಿಸಿದರು. ಆರ್.ಎನ್.ಎಸ್ ಸಮೂಹ ಶಿಕ್ಷಣ ಸಂಸ್ಥೆ ಅಧಿಕಾರಿ ಡಾ.ಸುಧೀರ್ ಪೈ ಕೆ.ಎಲ್, ಬೆಂಗಳೂರು ನಗರ ಜಿಲ್ಲಾ ವಾರ್ತಾ ಮತ್ತು ಸಾರ್ವಜನಿಕ ಸಂಪರ್ಕ ಇಲಾಖೆಯ ಉಪ ನಿರ್ದೇಶಕರಾದ ಪಲ್ಲವಿ ಹೊನ್ನಾಪುರ, ಬೆಂಗಳೂರು ಆರ್.ಎನ್,ಎಸ್ ಪ್ರಥಮ ದರ್ಜೆ ಕಾಲೇಜಿನ ಪ್ರಾಂಶುಪಾಲರಾದ ಡಾ. ಶೇಖರ್ ಎಚ್.ಎಸ್, ಆರ್.ಎನ್.ಎಸ್ ಪ್ರಥಮ ದರ್ಜೆ ಕಾಲೇಜಿನ ಉಪ ಪ್ರಾಂಶುಪಾಲರಾದ ಶಿಲ್ಪಾ ಸರ್ನಾಡ್, ನಾಗರಾಜ್ ಎನ್, ಗೀತಾಂಜಲಿ ಚಿತ್ರಲಿಂಗಯ್ಯ ಅವರು ಸೇರಿದಂತೆ ಇತರರು ಉಪಸ್ಥಿತರಿದ್ದರು. (585, 1323, 949, 1559)
bank-meeting-photo (584, 138, 950, 363)
bhavasara-bank-agm-notice (958, 1047, 1490, 1356)
headline-line: ಬಯಲುಸೀಮೆಗೆ ಶಾಶ್ವತ (626, 490, 909, 533)
headline-line: ನಾಳೆ ಸರ್ವಸದಸ್ಯರ ಸಭೆ (46, 1641, 291, 1679)
yellow-dot (87, 2372, 104, 2388)
paragraph: ಕೆಪಿಎಸ್ಸಿ 817 ಸಹಾಯಕ ಕೃಷಿ ಅಧಿಕಾರಿಗಳು ಮತ್ತು ಕೃಷಿ ಇಲಾಖೆಯ "ಎವೃಂದವು (503, 1758, 565, 1874)
headline-line: ಖಂಡನೆ (455, 1599, 513, 1628)
divider (584, 735, 950, 736)
ganesha-festival-photo (228, 193, 525, 543)
mm-rubber-agm-notice (958, 1362, 1490, 2035)
notice-item: 1. In compliance with provisions of the Companies Act, 2013 (Act'), SEBI (Listing obligations and Disclosure Requirements) Regulations, 201b ('Listing Regulations') read with General Circular No.20/2020 dated May 5, 2020 read with Circular 14/2020 dated 8th April, 2020, Circular 17/2020 dated 13th April, 2020, Circular 02/2021 dated 13th January, 2021 and General Circular No 10/2022 dated December 28,2022 and all other relevant circulars issued by the Ministry of Corporate Affairs from time to time, 59th Annual General Meeting of members of M M Rubber Company Limited is being convened through video conference /Other Audio Visual Means. (965, 1521, 1482, 1625)
bank-name: ದಿ ಭಾವಸಾರ ಕ್ಷತ್ರಿಯ ಕೋ–ಆಪರೇಟಿವ್ ಬ್ಯಾಂಕ್ ಲಿಮಿಟೆಡ್ (1071, 1064, 1424, 1085)
paragraph: ವಾರ್ಷಿಕ ಸಾಮಾನ್ಯ ಸಭೆಯ ಸೂಚನಾ ಪತ್ರವನ್ನು ಸಾಮಾನ್ಯ ಅಂಚೆಯ ಮುಖಾಂತರ ಸದಸ್ಯರಿಗೆ ಕಳುಹಿಸಲಾಗಿದೆ. ಸದಸ್ಯರಿಗೆ ಸೂಚನಾ ಪತ್ರ ತಲುಪದಿದ್ದಲ್ಲಿ ಈ ಪ್ರಕಟನೆಯನ್ನೇ ಅಧಿಕೃತ ನೋಟೀಸ್ ಎಂದು ತಿಳಿದು ಸಭೆಗೆ ಆಗಮಿಸಬೇಕಾಗಿ ಪ್ರಾರ್ಥನೆ. (965, 1220, 1482, 1250)
divider (584, 1003, 950, 1004)
agm-title: 59th ANNUAL GENERAL MEETING TO BE HELD THROUGH (1004, 1454, 1443, 1471)
kpsc-person-photo (402, 1756, 498, 1882)
edition-line (1227, 93, 1436, 110)
ganesha-article-body (46, 193, 222, 608)
signatory-name: Meenakshi R (1314, 2002, 1379, 2014)
bank-notice-place: ಸ್ಥಳ : ಬೆಂಗಳೂರು (965, 1321, 1033, 1334)
bank-notice-date: ದಿನಾಂಕ:26.08.2025 (965, 1336, 1070, 1350)
ganesha-article-tail (228, 546, 569, 606)
deport-headline (46, 1424, 394, 1510)
notice-item: 4. The manner of remote e-voting during the AGM for members holding shares in dematerialized, physical mode or for shareholders who have not registered their email address has been provided in the Notice convening the AGM. Instructions for attending the AGM through VC/OAVM are also provided in the Notice of AGM. (965, 1765, 1482, 1823)
